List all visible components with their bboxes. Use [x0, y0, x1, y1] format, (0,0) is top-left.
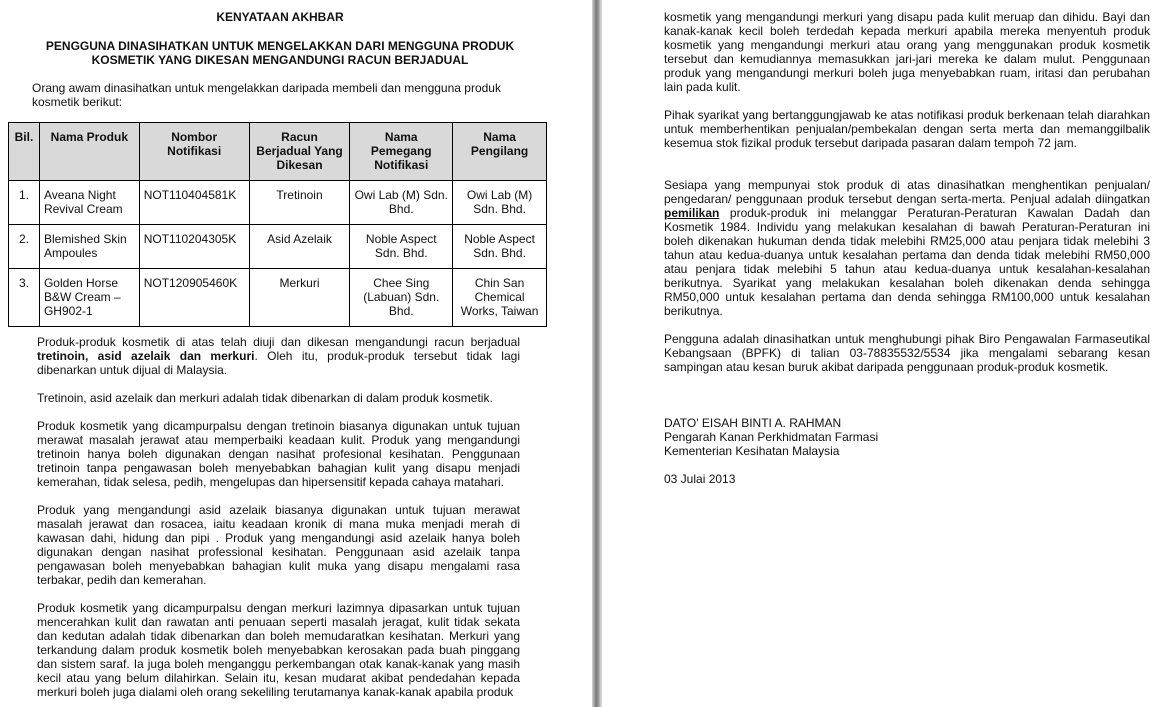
cell-bil: 2. — [9, 225, 40, 269]
cell-pemegang: Owi Lab (M) Sdn. Bhd. — [350, 181, 453, 225]
product-table — [8, 122, 547, 327]
paragraph-mercury-continued: kosmetik yang mengandungi merkuri yang disapu pada kulit meruap dan dihidu. Bayi dan kanak-kanak kecil boleh terdedah kepada merkuri apabila mereka menyentuh produk kosmetik yang mengandungi merkuri atau orang yang menggunakan produk kosmetik tersebut dan kemudiannya memasukkan jari-jari mereka ke dalam mulut. Penggunaan produk yang mengandungi merkuri boleh juga menyebabkan ruam, iritasi dan perubahan lain pada kulit. — [664, 10, 1150, 94]
cell-nombor-notifikasi: NOT110204305K — [139, 225, 249, 269]
cell-racun: Merkuri — [249, 269, 350, 327]
underlined-pemilikan: pemilikan — [664, 206, 720, 220]
cell-pengilang: Chin San Chemical Works, Taiwan — [453, 269, 547, 327]
cell-bil: 3. — [9, 269, 40, 327]
header-bil: Bil. — [9, 123, 40, 181]
cell-nombor-notifikasi: NOT110404581K — [139, 181, 249, 225]
subtitle-line-2: KOSMETIK YANG DIKESAN MENGANDUNGI RACUN BERJADUAL — [91, 53, 469, 67]
cell-bil: 1. — [9, 181, 40, 225]
paragraph-text: Sesiapa yang mempunyai stok produk di atas dinasihatkan menghentikan penjualan/ pengedaran/ penggunaan produk tersebut dengan serta-merta. Penjual adalah diingatkan — [664, 178, 1150, 206]
cell-nama-produk: Golden Horse B&W Cream – GH902-1 — [39, 269, 139, 327]
paragraph-text: . Oleh itu, produk-produk tersebut tidak lagi dibenarkan untuk dijual di Malaysia. — [37, 349, 520, 377]
document-title: KENYATAAN AKHBAR — [216, 10, 344, 24]
header-pemegang: Nama Pemegang Notifikasi — [350, 123, 453, 181]
cell-pemegang: Noble Aspect Sdn. Bhd. — [350, 225, 453, 269]
paragraph-tretinoin: Produk kosmetik yang dicampurpalsu dengan tretinoin biasanya digunakan untuk tujuan merawat masalah jerawat atau memperbaiki keadaan kulit. Produk yang mengandungi tretinoin hanya boleh digunakan dengan nasihat profesional kesihatan. Penggunaan tretinoin tanpa pengawasan boleh menyebabkan bahagian kulit yang disapu menjadi kemerahan, tidak selesa, pedih, mengelupas dan hipersensitif kepada cahaya matahari. — [37, 419, 520, 489]
page-divider — [592, 0, 602, 707]
document-subtitle — [0, 39, 560, 67]
table-row — [9, 181, 547, 225]
cell-pemegang: Chee Sing (Labuan) Sdn. Bhd. — [350, 269, 453, 327]
cell-nama-produk: Aveana Night Revival Cream — [39, 181, 139, 225]
signatory-name: DATO' EISAH BINTI A. RAHMAN — [664, 416, 842, 430]
paragraph-not-permitted: Tretinoin, asid azelaik dan merkuri adalah tidak dibenarkan di dalam produk kosmetik. — [37, 391, 493, 405]
paragraph-mercury: Produk kosmetik yang dicampurpalsu dengan merkuri lazimnya dipasarkan untuk tujuan mencerahkan kulit dan rawatan anti penuaan seperti masalah jeragat, kulit tidak sekata dan kedutan adalah tidak dibenarkan dan boleh memudaratkan kesihatan. Merkuri yang terkandung dalam produk kosmetik boleh menyebabkan kerosakan pada buah pinggang dan sistem saraf. Ia juga boleh menganggu perkembangan otak kanak-kanak yang masih kecil atau yang belum dilahirkan. Selain itu, kesan mudarat akibat pendedahan kepada merkuri boleh juga dialami oleh orang sekeliling terutamanya kanak-kanak apabila produk — [37, 601, 520, 699]
paragraph-penalties — [664, 178, 1150, 318]
document-page-right — [602, 0, 1161, 707]
paragraph-text: produk-produk ini melanggar Peraturan-Peraturan Kawalan Dadah dan Kosmetik 1984. Individu yang melakukan kesalahan di bawah Peraturan-Peraturan ini boleh dikenakan hukuman denda tidak melebihi RM25,000 atau penjara tidak melebihi 3 tahun atau kedua-duanya untuk kesalahan pertama dan denda tidak melebihi RM50,000 atau penjara tidak melebihi 5 tahun atau kedua-duanya untuk kesalahan-kesalahan berikutnya. Syarikat yang melakukan kesalahan boleh dikenakan denda sehingga RM50,000 untuk kesalahan pertama dan denda sehingga RM100,000 untuk kesalahan berikutnya. — [664, 206, 1150, 318]
cell-racun: Tretinoin — [249, 181, 350, 225]
cell-nama-produk: Blemished Skin Ampoules — [39, 225, 139, 269]
cell-pengilang: Owi Lab (M) Sdn. Bhd. — [453, 181, 547, 225]
paragraph-azelaic-acid: Produk yang mengandungi asid azelaik biasanya digunakan untuk tujuan merawat masalah jerawat dan rosacea, iaitu keadaan kronik di mana muka menjadi merah di kawasan dahi, hidung dan pipi . Produk yang mengandungi asid azelaik hanya boleh digunakan dengan nasihat professional kesihatan. Penggunaan asid azelaik tanpa pengawasan boleh menyebabkan bahagian kulit muka yang disapu mengalami rasa terbakar, pedih dan kemerahan. — [37, 503, 520, 587]
header-nama-produk: Nama Produk — [39, 123, 139, 181]
cell-pengilang: Noble Aspect Sdn. Bhd. — [453, 225, 547, 269]
table-row — [9, 225, 547, 269]
header-nombor-notifikasi: Nombor Notifikasi — [139, 123, 249, 181]
header-racun: Racun Berjadual Yang Dikesan — [249, 123, 350, 181]
paragraph-text: Produk-produk kosmetik di atas telah diuji dan dikesan mengandungi racun berjadual — [37, 335, 520, 349]
cell-nombor-notifikasi: NOT120905460K — [139, 269, 249, 327]
paragraph-recall-order: Pihak syarikat yang bertanggungjawab ke atas notifikasi produk berkenaan telah diarahkan untuk memberhentikan penjualan/pembekalan dengan serta merta dan memanggilbalik kesemua stok fizikal produk tersebut daripada pasaran dalam tempoh 72 jam. — [664, 108, 1150, 150]
signature-block — [664, 416, 1150, 458]
subtitle-line-1: PENGGUNA DINASIHATKAN UNTUK MENGELAKKAN DARI MENGGUNA PRODUK — [45, 39, 515, 53]
intro-paragraph: Orang awam dinasihatkan untuk mengelakkan daripada membeli dan mengguna produk kosmetik berikut: — [32, 81, 501, 109]
signatory-title: Pengarah Kanan Perkhidmatan Farmasi — [664, 430, 879, 444]
document-date: 03 Julai 2013 — [664, 472, 736, 486]
paragraph-banned-notice — [37, 335, 520, 377]
bold-poisons-text: tretinoin, asid azelaik dan merkuri — [37, 349, 255, 363]
signatory-organization: Kementerian Kesihatan Malaysia — [664, 444, 840, 458]
cell-racun: Asid Azelaik — [249, 225, 350, 269]
paragraph-contact-bpfk: Pengguna adalah dinasihatkan untuk menghubungi pihak Biro Pengawalan Farmaseutikal Kebangsaan (BPFK) di talian 03-78835532/5534 jika mengalami sebarang kesan sampingan atau kesan buruk akibat daripada penggunaan produk-produk kosmetik. — [664, 332, 1150, 374]
header-pengilang: Nama Pengilang — [453, 123, 547, 181]
table-row — [9, 269, 547, 327]
table-header-row — [9, 123, 547, 181]
